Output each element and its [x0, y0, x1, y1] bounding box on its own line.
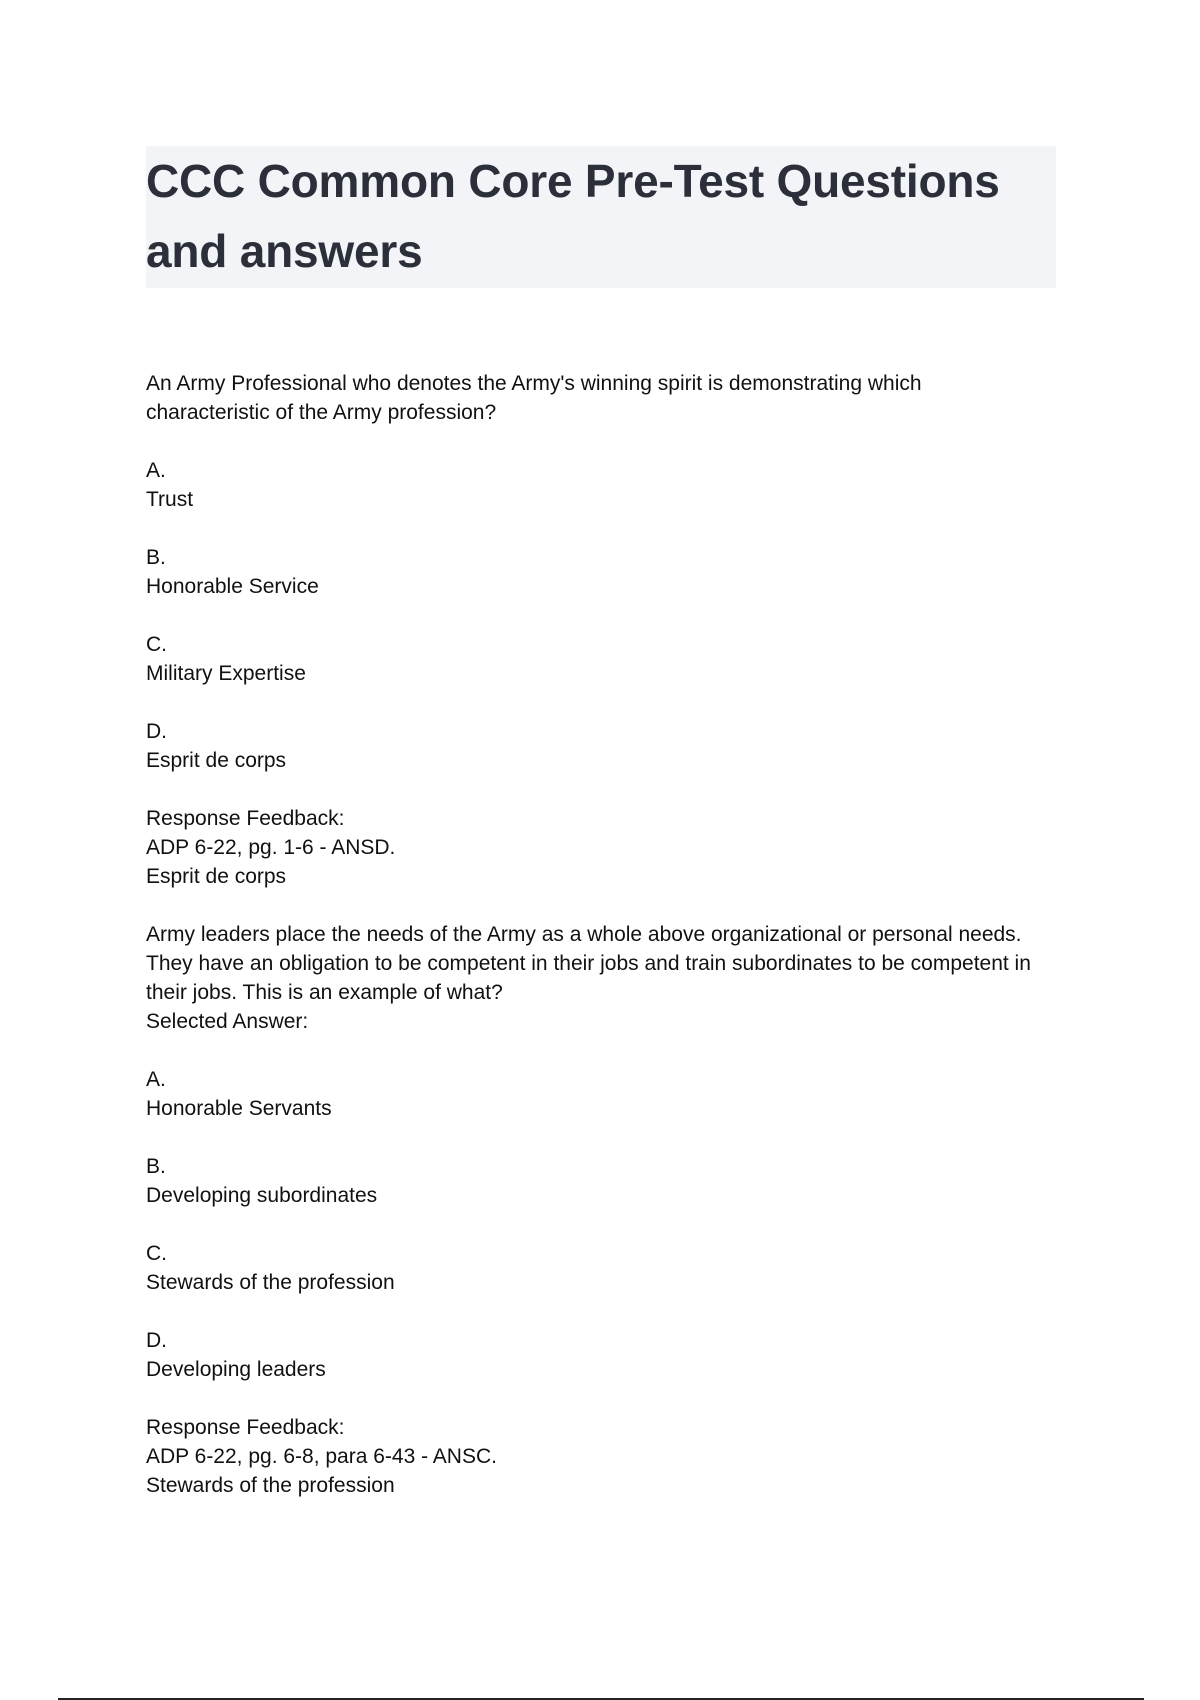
question-prompt: An Army Professional who denotes the Army's winning spirit is demonstrating which characteristic of the Army profession? — [146, 372, 922, 424]
feedback-label: Response Feedback: — [146, 807, 345, 830]
option-text: Military Expertise — [146, 662, 306, 685]
response-feedback — [146, 1413, 1046, 1500]
answer-option — [146, 1065, 1046, 1123]
option-letter: C. — [146, 1242, 167, 1265]
option-letter: D. — [146, 1329, 167, 1352]
question-list — [146, 369, 1046, 1500]
answer-option — [146, 1239, 1046, 1297]
feedback-reference: ADP 6-22, pg. 1-6 - ANSD. — [146, 836, 396, 859]
answer-option — [146, 456, 1046, 514]
option-letter: B. — [146, 1155, 166, 1178]
answer-option — [146, 1326, 1046, 1384]
response-feedback — [146, 804, 1046, 891]
option-letter: A. — [146, 1068, 166, 1091]
option-text: Trust — [146, 488, 194, 511]
option-letter: C. — [146, 633, 167, 656]
option-text: Stewards of the profession — [146, 1271, 395, 1294]
question-block — [146, 920, 1046, 1500]
option-text: Honorable Servants — [146, 1097, 332, 1120]
answer-option — [146, 543, 1046, 601]
selected-answer-label: Selected Answer: — [146, 1010, 309, 1033]
question-block — [146, 369, 1046, 891]
title-banner — [146, 146, 1056, 288]
answer-option — [146, 1152, 1046, 1210]
answer-option — [146, 717, 1046, 775]
option-text: Developing subordinates — [146, 1184, 378, 1207]
feedback-reference: ADP 6-22, pg. 6-8, para 6-43 - ANSC. — [146, 1445, 497, 1468]
option-letter: B. — [146, 546, 166, 569]
option-text: Developing leaders — [146, 1358, 326, 1381]
option-letter: D. — [146, 720, 167, 743]
option-letter: A. — [146, 459, 166, 482]
option-text: Honorable Service — [146, 575, 319, 598]
answer-option — [146, 630, 1046, 688]
feedback-answer: Stewards of the profession — [146, 1474, 395, 1497]
page-title: CCC Common Core Pre-Test Questions and answers — [146, 155, 1000, 277]
feedback-answer: Esprit de corps — [146, 865, 287, 888]
question-prompt: Army leaders place the needs of the Army as a whole above organizational or personal needs. They have an obligation to be competent in their jobs and train subordinates to be competent in their jobs. This is an example of what? — [146, 923, 1031, 1004]
option-text: Esprit de corps — [146, 749, 287, 772]
feedback-label: Response Feedback: — [146, 1416, 345, 1439]
